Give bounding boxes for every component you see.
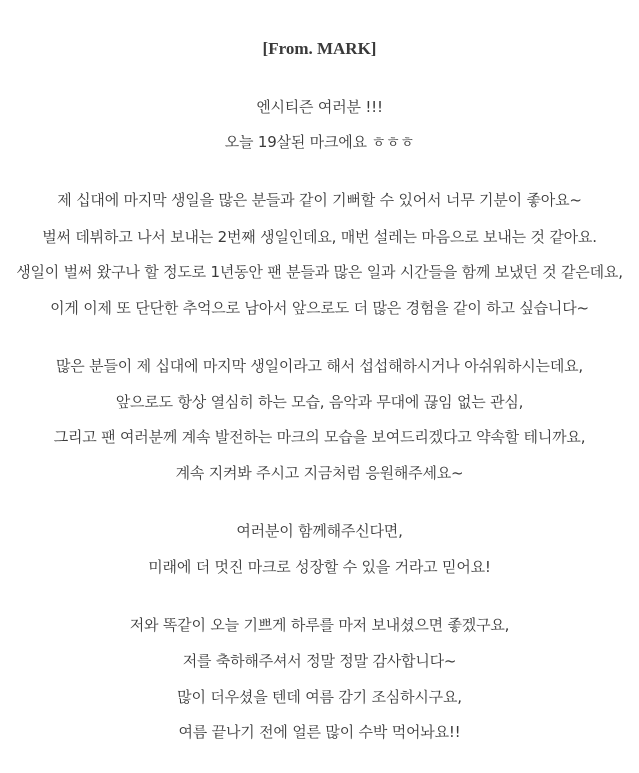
- letter-line: 여름 끝나기 전에 얼른 많이 수박 먹어놔요!!: [178, 723, 461, 741]
- letter-line: 벌써 데뷔하고 나서 보내는 2번째 생일인데요, 매번 설레는 마음으로 보내는 것 같아요.: [42, 228, 597, 246]
- letter-line: 저와 똑같이 오늘 기쁘게 하루를 마저 보내셨으면 좋겠구요,: [129, 616, 510, 634]
- letter-line: 엔시티즌 여러분 !!!: [256, 98, 383, 116]
- letter-title: [From. MARK]: [262, 39, 377, 58]
- letter-line: 저를 축하해주셔서 정말 정말 감사합니다~: [182, 652, 457, 670]
- letter-line: 제 십대에 마지막 생일을 많은 분들과 같이 기뻐할 수 있어서 너무 기분이 좋아요~: [57, 191, 582, 209]
- letter-line: 계속 지켜봐 주시고 지금처럼 응원해주세요~: [175, 464, 464, 482]
- letter-line: 여러분이 함께해주신다면,: [236, 522, 403, 540]
- letter-line: 이게 이제 또 단단한 추억으로 남아서 앞으로도 더 많은 경험을 같이 하고 싶습니다~: [50, 299, 589, 317]
- letter-line: 앞으로도 항상 열심히 하는 모습, 음악과 무대에 끊임 없는 관심,: [115, 393, 524, 411]
- letter-line: 많이 더우셨을 텐데 여름 감기 조심하시구요,: [177, 688, 462, 706]
- letter-line: 오늘 19살된 마크에요 ㅎㅎㅎ: [224, 133, 415, 151]
- letter-line: 많은 분들이 제 십대에 마지막 생일이라고 해서 섭섭해하시거나 아쉬워하시는데요,: [56, 357, 583, 375]
- letter-line: 미래에 더 멋진 마크로 성장할 수 있을 거라고 믿어요!: [148, 558, 491, 576]
- letter-line: 생일이 벌써 왔구나 할 정도로 1년동안 팬 분들과 많은 일과 시간들을 함께 보냈던 것 같은데요,: [16, 263, 623, 281]
- letter-line: 그리고 팬 여러분께 계속 발전하는 마크의 모습을 보여드리겠다고 약속할 테니까요,: [53, 428, 586, 446]
